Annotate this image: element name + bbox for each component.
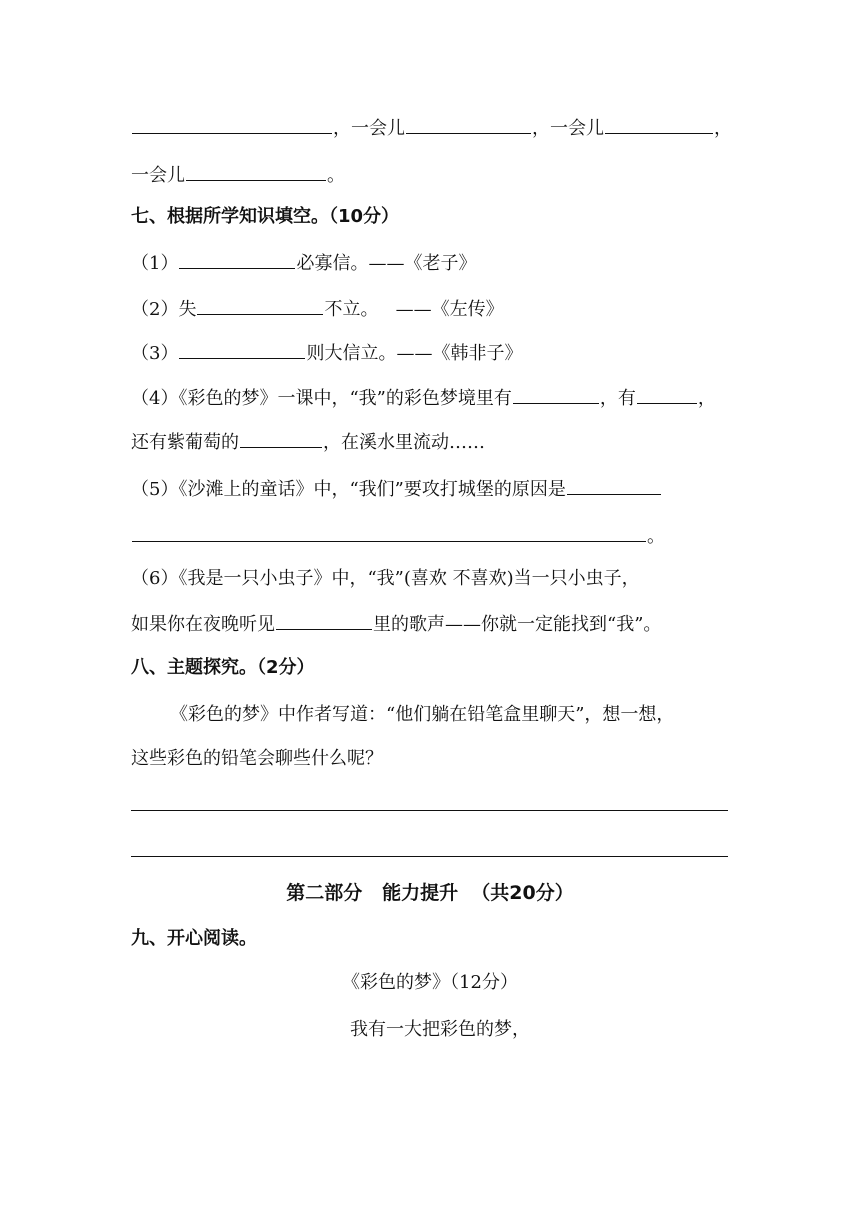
question-text: ，有 [599, 388, 636, 409]
section-9-heading: 九、开心阅读。 [131, 928, 257, 949]
question-7-4-line-2 [131, 427, 728, 455]
answer-line[interactable] [131, 856, 728, 857]
answer-blank[interactable] [637, 383, 697, 404]
question-7-3 [131, 338, 728, 366]
question-7-2 [131, 294, 728, 322]
text-fragment: ，一会儿 [532, 118, 604, 139]
answer-blank[interactable] [406, 113, 531, 134]
question-7-6-line-2 [131, 609, 728, 637]
poem-line-1: 我有一大把彩色的梦， [350, 1019, 530, 1040]
answer-blank[interactable] [240, 427, 322, 448]
text-fragment: 一会儿 [131, 165, 185, 186]
question-7-4-line-1 [131, 383, 728, 411]
fragment-line-2 [131, 160, 728, 188]
question-text: 还有紫葡萄的 [131, 432, 239, 453]
question-text: 则大信立。——《韩非子》 [306, 343, 523, 364]
answer-blank[interactable] [179, 338, 305, 359]
question-text: （5）《沙滩上的童话》中，“我们”要攻打城堡的原因是 [131, 479, 566, 500]
answer-blank[interactable] [605, 113, 713, 134]
question-7-5-line-1 [131, 474, 728, 502]
section-8-paragraph-line-2: 这些彩色的铅笔会聊些什么呢？ [131, 748, 383, 769]
question-7-1 [131, 248, 728, 276]
answer-blank[interactable] [132, 113, 332, 134]
answer-blank[interactable] [513, 383, 599, 404]
question-7-5-line-2 [131, 521, 728, 549]
question-number: （1） [131, 253, 179, 274]
answer-blank[interactable] [179, 248, 295, 269]
question-text: 里的歌声——你就一定能找到“我”。 [373, 614, 662, 635]
answer-blank[interactable] [567, 474, 661, 495]
question-text: （2）失 [131, 299, 197, 320]
question-number: （3） [131, 343, 179, 364]
question-text: 不立。 ——《左传》 [324, 299, 504, 320]
section-7-heading: 七、根据所学知识填空。（10分） [131, 206, 400, 227]
part-2-heading: 第二部分 能力提升 （共20分） [286, 882, 574, 904]
answer-blank[interactable] [197, 294, 323, 315]
question-text: 。 [647, 526, 665, 547]
text-fragment: ，一会儿 [333, 118, 405, 139]
answer-blank[interactable] [186, 160, 326, 181]
text-fragment: ， [714, 118, 732, 139]
answer-line[interactable] [131, 810, 728, 811]
answer-blank[interactable] [276, 609, 372, 630]
question-text: 必寡信。——《老子》 [296, 253, 477, 274]
section-8-heading: 八、主题探究。（2分） [131, 657, 315, 678]
question-text: ， [697, 388, 716, 409]
section-8-paragraph-line-1: 《彩色的梦》中作者写道：“他们躺在铅笔盒里聊天”，想一想， [170, 704, 675, 725]
poem-title: 《彩色的梦》（12分） [342, 972, 518, 993]
fragment-line-1 [131, 113, 732, 141]
question-text: 如果你在夜晚听见 [131, 614, 275, 635]
text-fragment: 。 [327, 165, 345, 186]
question-text: ，在溪水里流动…… [323, 432, 485, 453]
question-text: （4）《彩色的梦》一课中，“我”的彩色梦境里有 [131, 388, 512, 409]
question-7-6-line-1: （6）《我是一只小虫子》中，“我”(喜欢 不喜欢)当一只小虫子， [131, 568, 640, 589]
answer-blank[interactable] [132, 521, 646, 542]
